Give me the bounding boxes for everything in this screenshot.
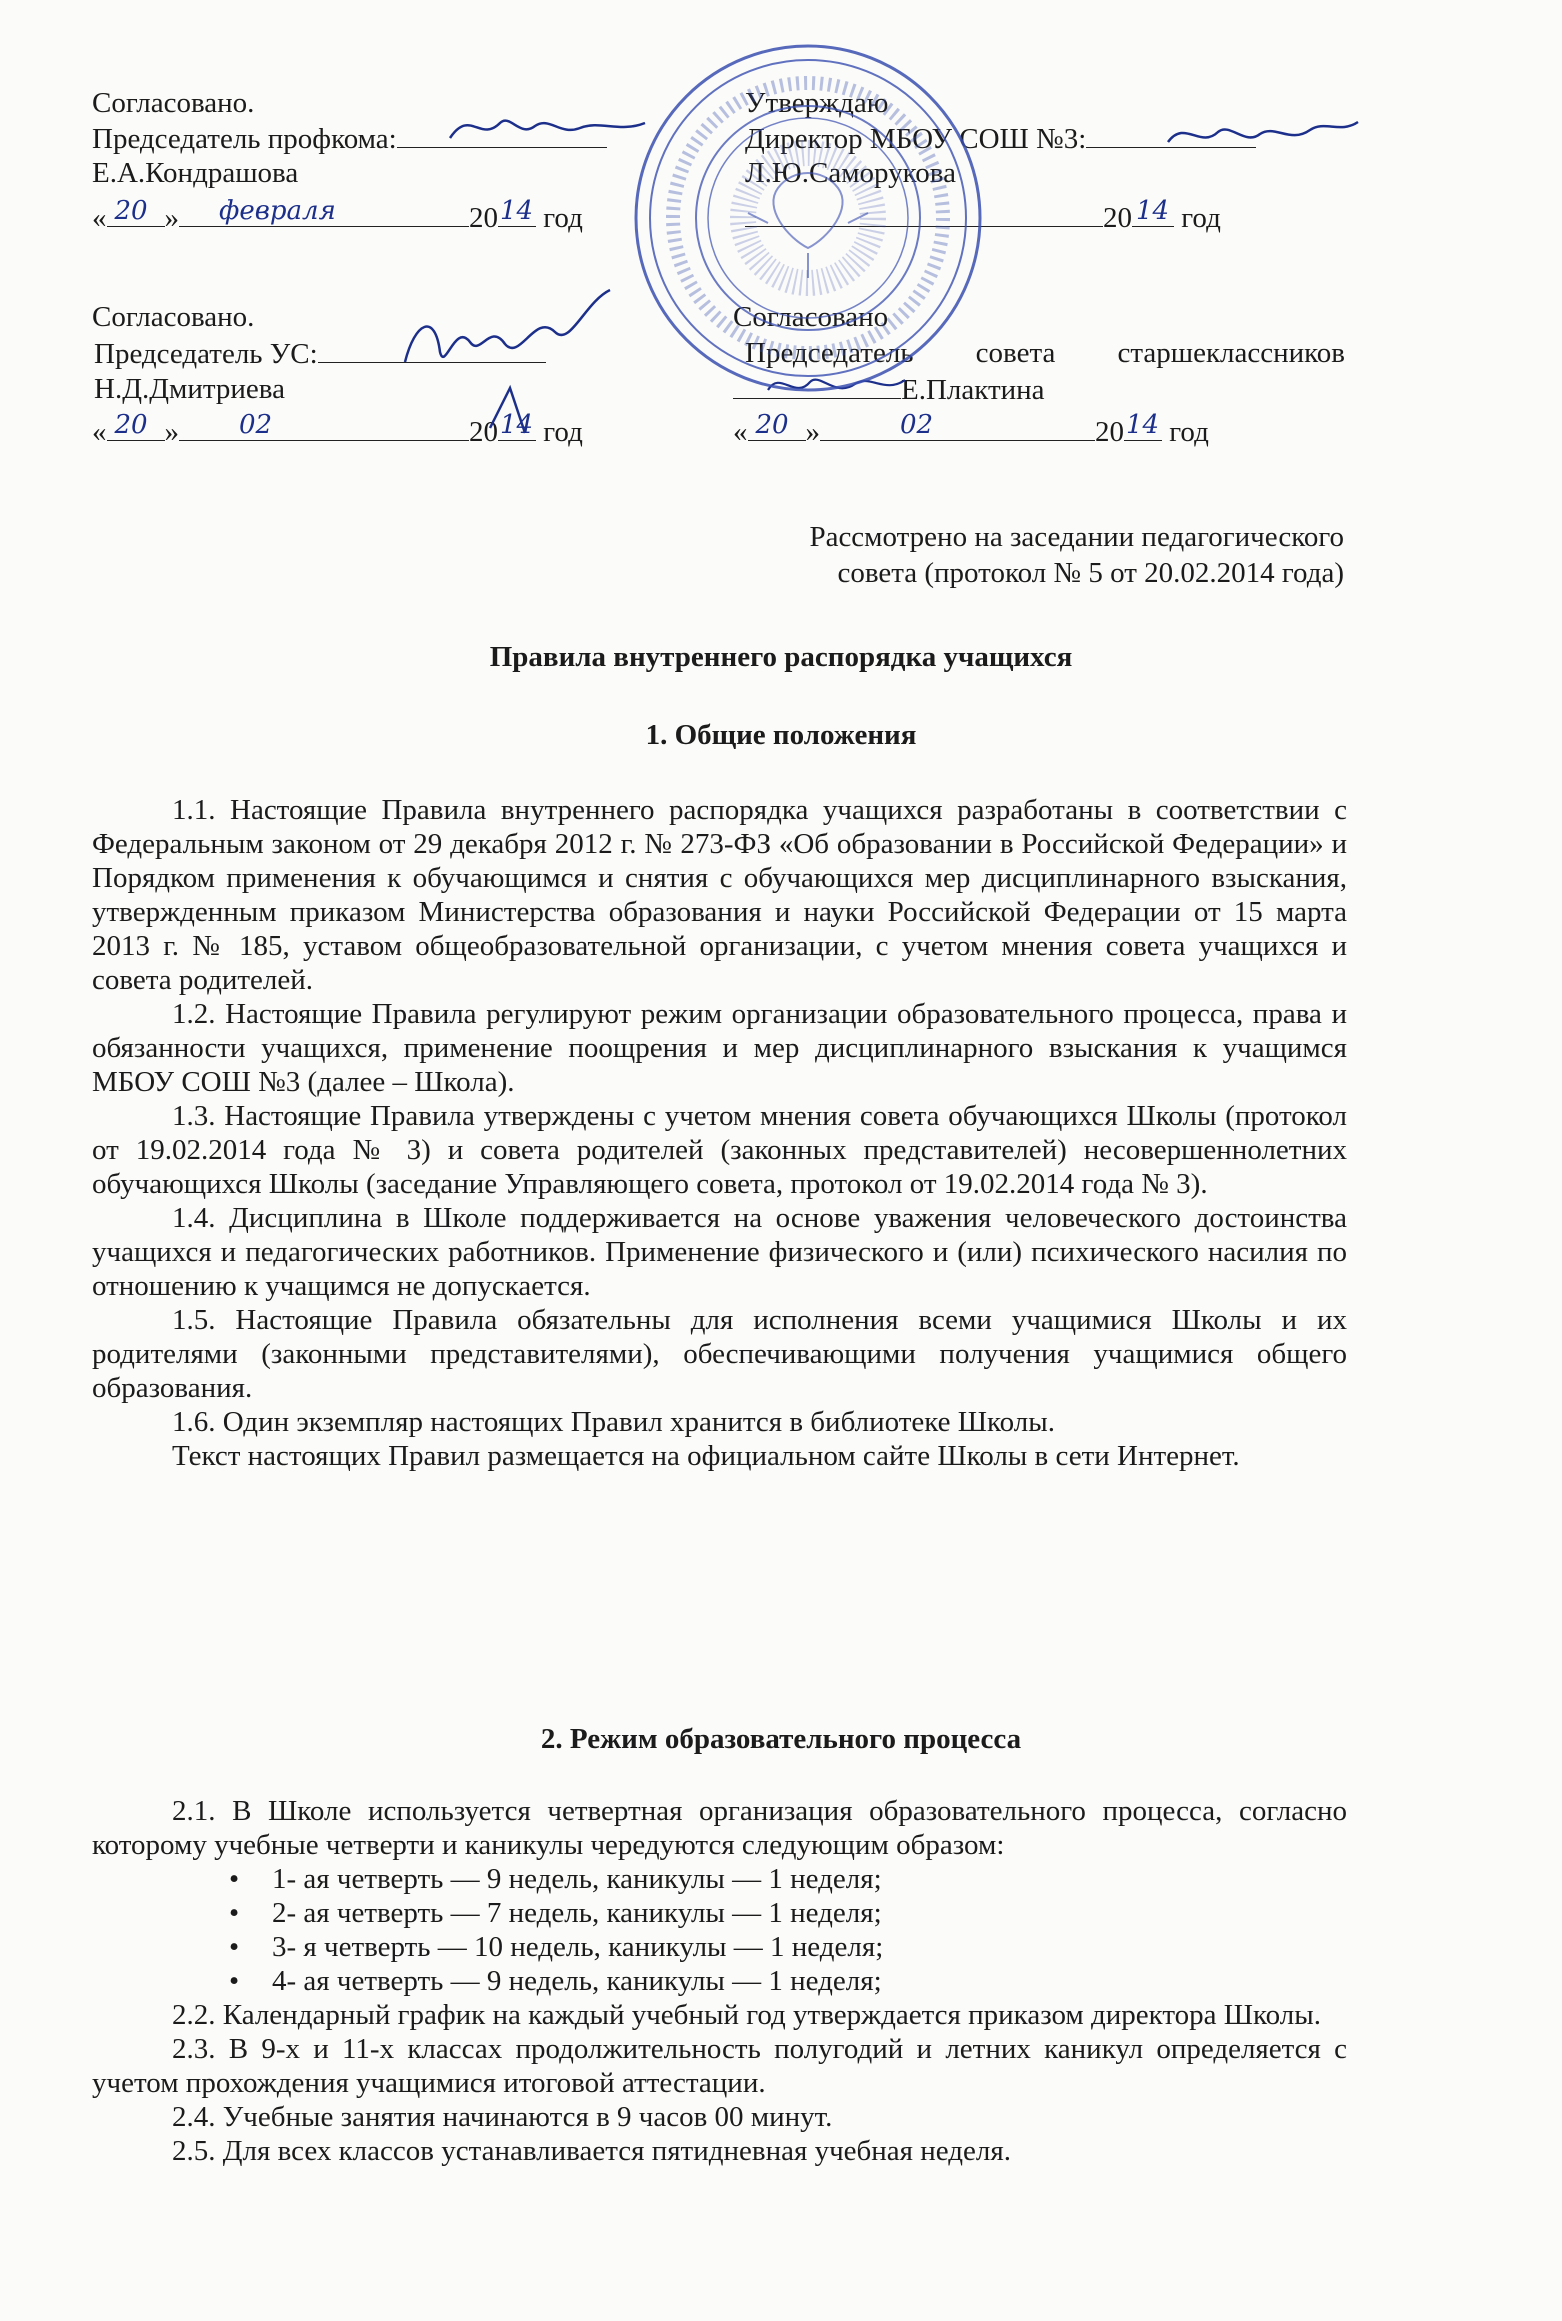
list-item <box>92 1862 1347 1896</box>
document-title: Правила внутреннего распорядка учащихся <box>489 641 1073 673</box>
section2-body <box>92 1794 1347 2168</box>
list-item-text: 2- ая четверть — 7 недель, каникулы — 1 неделя; <box>272 1897 882 1929</box>
paragraph: 1.4. Дисциплина в Школе поддерживается на основе уважения человеческого достоинства учащихся и педагогических работников. Применение физического и (или) психического насилия по отношению к учащимся не допускается. <box>92 1202 1347 1302</box>
paragraph: 1.1. Настоящие Правила внутреннего распорядка учащихся разработаны в соответствии с Федеральным законом от 29 декабря 2012 г. № 273-ФЗ «Об образовании в Российской Федерации» и Порядком применения к обучающимся и снятия с обучающихся мер дисциплинарного взыскания, утвержденным приказом Министерства образования и науки Российской Федерации от 15 марта 2013 г. № 185, уставом общеобразовательной организации, с учетом мнения совета учащихся и совета родителей. <box>92 794 1347 996</box>
approval-right-top-role: Директор МБОУ СОШ №3: <box>745 123 1087 155</box>
quote-close: » <box>805 416 820 448</box>
approval-right-bottom-name: Е.Плактина <box>901 374 1045 406</box>
month-blank <box>820 410 1095 441</box>
paragraph: Текст настоящих Правил размещается на официальном сайте Школы в сети Интернет. <box>172 1440 1240 1472</box>
year-suffix: год <box>1181 202 1221 234</box>
month-blank <box>179 410 469 441</box>
approval-left-top-line1: Согласовано. <box>92 87 255 119</box>
handwritten-day: 20 <box>114 196 148 226</box>
paragraph: 1.5. Настоящие Правила обязательны для исполнения всеми учащимися Школы и их родителями (законными представителями), обеспечивающими получения учащимися общего образования. <box>92 1304 1347 1404</box>
quote-open: « <box>92 416 107 448</box>
paragraph: 1.2. Настоящие Правила регулируют режим организации образовательного процесса, права и обязанности учащихся, применение поощрения и мер дисциплинарного взыскания к учащимся МБОУ СОШ №3 (далее – Школа). <box>92 998 1347 1098</box>
list-item <box>92 1964 1347 1998</box>
year-blank <box>1124 410 1162 441</box>
handwritten-year: 14 <box>1136 196 1170 226</box>
day-blank <box>748 410 806 441</box>
bullet-icon: • <box>229 1863 240 1895</box>
signature-scribble-icon <box>440 98 650 158</box>
handwritten-day: 20 <box>755 410 789 440</box>
year-prefix: 20 <box>1103 202 1132 234</box>
approval-left-top-role: Председатель профкома: <box>92 123 397 155</box>
day-blank <box>107 196 165 227</box>
approval-left-top-date <box>92 196 583 235</box>
handwritten-month: февраля <box>219 196 336 226</box>
paragraph: 2.5. Для всех классов устанавливается пятидневная учебная неделя. <box>172 2135 1011 2167</box>
year-prefix: 20 <box>469 202 498 234</box>
list-item <box>92 1896 1347 1930</box>
bullet-icon: • <box>229 1897 240 1929</box>
year-suffix: год <box>543 202 583 234</box>
approval-left-bottom-line1: Согласовано. <box>92 301 255 333</box>
approval-right-bottom-line1: Согласовано <box>733 301 889 333</box>
handwritten-year: 14 <box>1126 410 1160 440</box>
handwritten-year: 14 <box>500 196 534 226</box>
day-blank <box>107 410 165 441</box>
paragraph: 2.3. В 9-х и 11-х классах продолжительность полугодий и летних каникул определяется с учетом прохождения учащимися итоговой аттестации. <box>92 2033 1347 2099</box>
list-item-text: 4- ая четверть — 9 недель, каникулы — 1 неделя; <box>272 1965 882 1997</box>
official-round-stamp-icon <box>628 38 988 398</box>
year-prefix: 20 <box>1095 416 1124 448</box>
list-item-text: 1- ая четверть — 9 недель, каникулы — 1 неделя; <box>272 1863 882 1895</box>
paragraph: 1.3. Настоящие Правила утверждены с учетом мнения совета обучающихся Школы (протокол от 19.02.2014 года № 3) и совета родителей (законных представителей) несовершеннолетних обучающихся Школы (заседание Управляющего совета, протокол от 19.02.2014 года № 3). <box>92 1100 1347 1200</box>
signature-scribble-icon <box>1160 104 1360 164</box>
considered-line2: совета (протокол № 5 от 20.02.2014 года) <box>837 557 1344 589</box>
handwritten-month: 02 <box>239 410 273 440</box>
year-suffix: год <box>1169 416 1209 448</box>
approval-left-bottom-role: Председатель УС: <box>94 338 318 370</box>
approval-right-bottom-role: Председатель совета старшеклассников <box>745 337 1345 369</box>
approval-left-bottom-name: Н.Д.Дмитриева <box>94 373 285 405</box>
bullet-icon: • <box>229 1931 240 1963</box>
handwritten-month: 02 <box>900 410 934 440</box>
bullet-icon: • <box>229 1965 240 1997</box>
year-blank <box>1132 196 1174 227</box>
quote-close: » <box>164 416 179 448</box>
approval-right-top-name: Л.Ю.Саморукова <box>745 157 956 189</box>
considered-line1: Рассмотрено на заседании педагогического <box>809 521 1344 553</box>
handwritten-day: 20 <box>114 410 148 440</box>
year-blank <box>498 196 536 227</box>
paragraph: 2.4. Учебные занятия начинаются в 9 часов 00 минут. <box>172 2101 833 2133</box>
section1-heading: 1. Общие положения <box>645 719 917 751</box>
quote-open: « <box>92 202 107 234</box>
year-prefix: 20 <box>469 416 498 448</box>
section2-heading: 2. Режим образовательного процесса <box>540 1723 1022 1755</box>
approval-right-top-line1: Утверждаю <box>745 87 889 119</box>
list-item <box>92 1930 1347 1964</box>
quote-open: « <box>733 416 748 448</box>
paragraph: 2.1. В Школе используется четвертная организация образовательного процесса, согласно которому учебные четверти и каникулы чередуются следующим образом: <box>92 1795 1347 1861</box>
handwritten-year: 14 <box>500 410 534 440</box>
approval-left-top-name: Е.А.Кондрашова <box>92 157 299 189</box>
year-suffix: год <box>543 416 583 448</box>
approval-right-bottom-date <box>733 410 1209 449</box>
list-item-text: 3- я четверть — 10 недель, каникулы — 1 неделя; <box>272 1931 884 1963</box>
signature-scribble-icon <box>480 378 540 438</box>
paragraph: 1.6. Один экземпляр настоящих Правил хранится в библиотеке Школы. <box>172 1406 1055 1438</box>
section1-body <box>92 793 1347 1473</box>
signature-scribble-icon <box>395 282 615 392</box>
quote-close: » <box>164 202 179 234</box>
paragraph: 2.2. Календарный график на каждый учебный год утверждается приказом директора Школы. <box>172 1999 1321 2031</box>
month-blank <box>179 196 469 227</box>
